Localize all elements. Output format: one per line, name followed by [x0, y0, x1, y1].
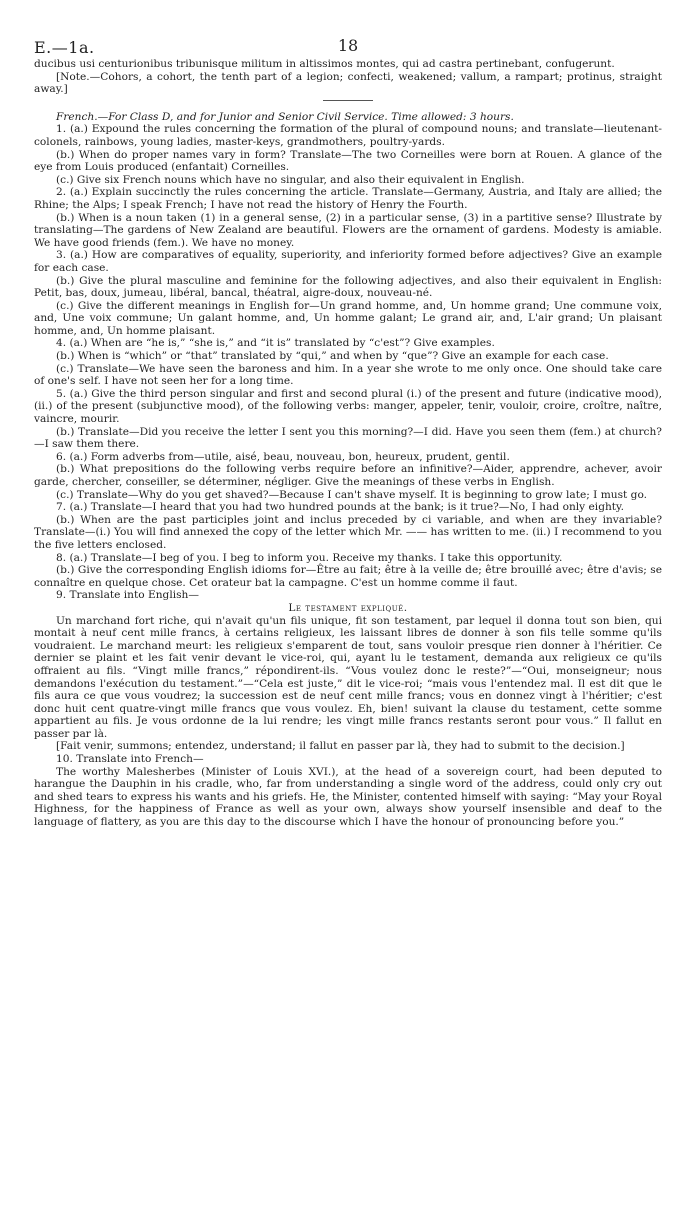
question-6c: (c.) Translate—Why do you get shaved?—Because I can't shave myself. It is beginning to grow late; I must go. — [56, 488, 648, 501]
question-3b: (b.) Give the plural masculine and feminine for the following adjectives, and also their equivalent in English: Petit, bas, doux, jumeau, libéral, bancal, théatral, aigre-doux, nouveau-né. — [34, 274, 662, 300]
question-8b: (b.) Give the corresponding English idioms for—Être au fait; être à la veille de; être brouillé avec; être d'avis; se connaître en quelque chose. Cet orateur bat la campagne. C'est un homme comme il faut. — [34, 564, 662, 589]
question-10: 10. Translate into French— — [56, 753, 204, 766]
latin-note: [Note.—Cohors, a cohort, the tenth part of a legion; confecti, weakened; vallum, a rampart; protinus, straight away.] — [34, 70, 662, 96]
question-7a: 7. (a.) Translate—I heard that you had two hundred pounds at the bank; is it true?—No, I had only eighty. — [56, 501, 625, 514]
french-passage: Un marchand fort riche, qui n'avait qu'un fils unique, fit son testament, par lequel il donna tout son bien, qui montait à neuf cent mille francs, à certains religieux, les laissant libres de donner à son fils telle somme qu'ils voudraient. Le marchand meurt: les religieux s'emparent de tout, sans vouloir presque rien donner à l'héritier. Ce dernier se plaint et les fait venir devant le vice-roi, qui, ayant lu le testament, demanda aux religieux ce qu'ils offraient au fils. “Vingt mille francs,” répondirent-ils. “Vous voulez donc le reste?”—“Oui, monseigneur; nous demandons l'exécution du testament.”—“Cela est juste,” dit le vice-roi; “mais vous l'entendez mal. Il est dit que le fils aura ce que vous voudrez; la succession est de neuf cent mille francs; vous en donnez vingt à l'héritier; c'est donc huit cent quatre-vingt mille francs que vous voulez. Eh, bien! suivant la clause du testament, cette somme appartient au fils. Je vous ordonne de la lui rendre; les vingt mille francs restants seront pour vous.” Il fallut en passer par là. — [34, 614, 662, 740]
question-9: 9. Translate into English— — [56, 589, 199, 602]
french-section-heading: French.—For Class D, and for Junior and Senior Civil Service. Time allowed: 3 hours. — [56, 110, 514, 123]
question-3a: 3. (a.) How are comparatives of equality, superiority, and inferiority formed before adjectives? Give an example for each case. — [34, 249, 662, 274]
page-header — [34, 0, 662, 58]
question-1c: (c.) Give six French nouns which have no singular, and also their equivalent in English. — [56, 173, 525, 186]
latin-passage-end: ducibus usi centurionibus tribunisque militum in altissimos montes, qui ad castra pertinebant, confugerunt. — [34, 58, 615, 70]
question-8a: 8. (a.) Translate—I beg of you. I beg to inform you. Receive my thanks. I take this opportunity. — [56, 551, 563, 564]
page-number: 18 — [337, 36, 359, 55]
question-7b: (b.) When are the past participles joint and inclus preceded by ci variable, and when are they invariable? Translate—(i.) You will find annexed the copy of the letter which Mr. —— has written to me. (ii.) I recommend to you the five letters enclosed. — [34, 513, 662, 551]
english-passage: The worthy Malesherbes (Minister of Louis XVI.), at the head of a sovereign court, had been deputed to harangue the Dauphin in his cradle, who, far from understanding a single word of the address, could only cry out and shed tears to express his wants and his griefs. He, the Minister, contented himself with saying: “May your Royal Highness, for the happiness of France as well as your own, always show yourself insensible and deaf to the language of flattery, as you are this day to the discourse which I have the honour of pronouncing before you.” — [34, 765, 662, 829]
question-5b: (b.) Translate—Did you receive the letter I sent you this morning?—I did. Have you seen them (fem.) at church?—I saw them there. — [34, 425, 662, 451]
question-1a: 1. (a.) Expound the rules concerning the formation of the plural of compound nouns; and translate—lieutenant-colonels, rainbows, young ladies, master-keys, grandmothers, poultry-yards. — [34, 123, 662, 148]
document-reference: E.—1a. — [34, 38, 95, 57]
question-4c: (c.) Translate—We have seen the baroness and him. In a year she wrote to me only once. One should take care of one's self. I have not seen her for a long time. — [34, 362, 662, 388]
question-4b: (b.) When is “which” or “that” translated by “qui,” and when by “que”? Give an example for each case. — [56, 350, 609, 363]
section-divider — [323, 100, 373, 101]
passage-title: Le testament expliqué. — [288, 601, 408, 614]
question-3c: (c.) Give the different meanings in English for—Un grand homme, and, Un homme grand; Une commune voix, and, Une voix commune; Un galant homme, and, Un homme galant; Le grand air, and, L'air grand; Un plaisant homme, and, Un homme plaisant. — [34, 299, 662, 337]
question-2b: (b.) When is a noun taken (1) in a general sense, (2) in a particular sense, (3) in a partitive sense? Illustrate by translating—The gardens of New Zealand are beautiful. Flowers are the ornament of gardens. Modesty is amiable. We have good friends (fem.). We have no money. — [34, 211, 662, 249]
french-passage-note: [Fait venir, summons; entendez, understand; il fallut en passer par là, they had to submit to the decision.] — [56, 740, 625, 753]
question-6a: 6. (a.) Form adverbs from—utile, aisé, beau, nouveau, bon, heureux, prudent, gentil. — [56, 450, 510, 463]
question-5a: 5. (a.) Give the third person singular and first and second plural (i.) of the present and future (indicative mood), (ii.) of the present (subjunctive mood), of the following verbs: manger, appeler, tenir, vouloir, croire, croître, naître, vaincre, mourir. — [34, 387, 662, 426]
question-6b: (b.) What prepositions do the following verbs require before an infinitive?—Aider, apprendre, achever, avoir garde, chercher, conseiller, se déterminer, négliger. Give the meanings of these verbs in English. — [34, 463, 662, 488]
question-2a: 2. (a.) Explain succinctly the rules concerning the article. Translate—Germany, Austria, and Italy are allied; the Rhine; the Alps; I speak French; I have not read the history of Henry the Fourth. — [34, 186, 662, 211]
question-4a: 4. (a.) When are “he is,” “she is,” and “it is” translated by “c'est”? Give examples. — [56, 337, 495, 350]
question-1b: (b.) When do proper names vary in form? Translate—The two Corneilles were born at Rouen. A glance of the eye from Louis produced (enfantait) Corneilles. — [34, 148, 662, 174]
document-page — [34, 0, 662, 829]
